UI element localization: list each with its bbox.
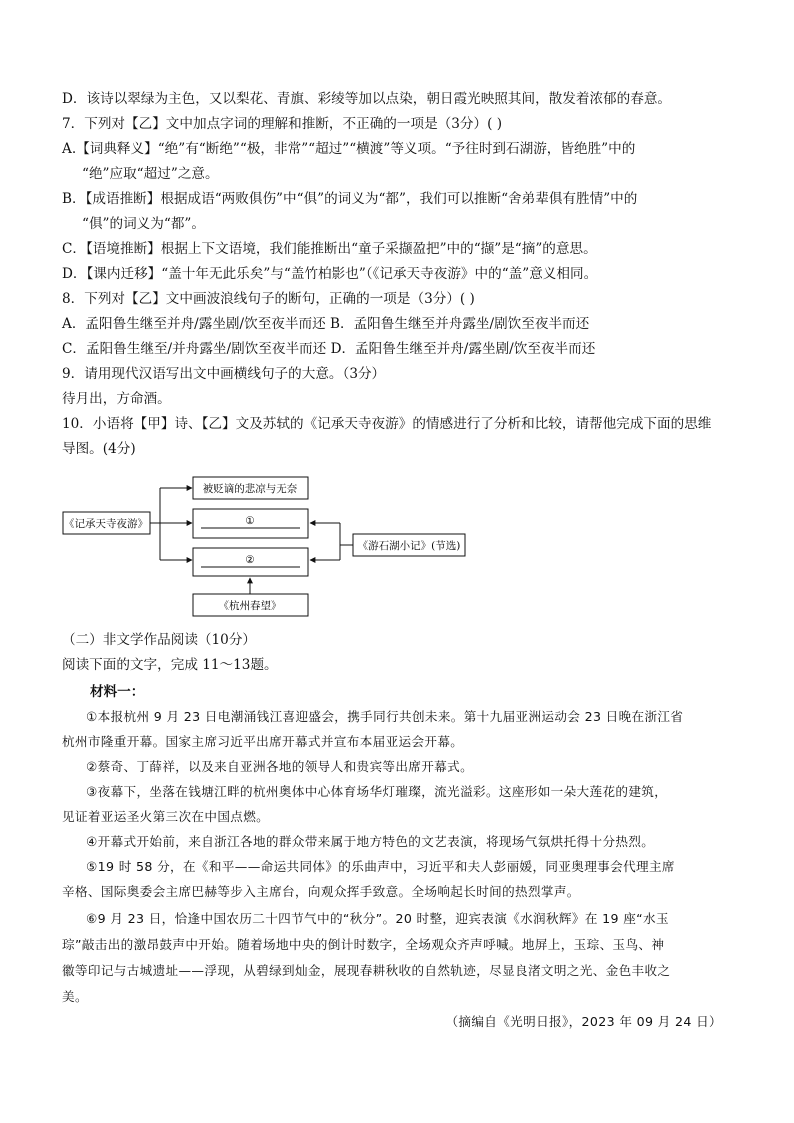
question-10-stem: 10．小语将【甲】诗、【乙】文及苏轼的《记承天寺夜游》的情感进行了分析和比较，请帮他完成下面的思维 bbox=[62, 416, 712, 432]
material-paragraph-1: ①本报杭州 9 月 23 日电潮涌钱江喜迎盛会，携手同行共创未来。第十九届亚洲运动会 23 日晚在浙江省 bbox=[86, 709, 684, 724]
question-6-option-d: D．该诗以翠绿为主色，又以梨花、青旗、彩绫等加以点染，朝日霞光映照其间，散发着浓郁的春意。 bbox=[62, 91, 672, 107]
question-7-option-b: B．【成语推断】根据成语“两败俱伤”中“俱”的词义为“都”，我们可以推断“舍弟辈俱有胜情”中的 bbox=[62, 191, 638, 207]
diagram-blank-2-marker: ② bbox=[245, 554, 255, 566]
material-paragraph-6: ⑥9 月 23 日，恰逢中国农历二十四节气中的“秋分”。20 时整，迎宾表演《水润秋辉》在 19 座“水玉 bbox=[86, 911, 669, 926]
question-8-options-row-1: A．孟阳鲁生继至并舟/露坐剧/饮至夜半而还 B．孟阳鲁生继至并舟露坐/剧饮至夜半而还 bbox=[62, 316, 590, 332]
question-10-stem-cont: 导图。(4分) bbox=[62, 441, 136, 457]
diagram-node-top-label: 被贬谪的悲凉与无奈 bbox=[202, 483, 298, 495]
section-2-heading: （二）非文学作品阅读（10分） bbox=[62, 632, 257, 648]
diagram-node-right-label: 《游石湖小记》(节选) bbox=[357, 540, 461, 552]
question-7-option-c: C．【语境推断】根据上下文语境，我们能推断出“童子采撷盈把”中的“撷”是“摘”的意思。 bbox=[62, 241, 597, 257]
material-paragraph-3-cont: 见证着亚运圣火第三次在中国点燃。 bbox=[62, 809, 270, 824]
question-8-options-row-2: C．孟阳鲁生继至/并舟露坐/剧饮至夜半而还 D．孟阳鲁生继至并舟/露坐剧/饮至夜半而还 bbox=[62, 341, 596, 357]
material-paragraph-4: ④开幕式开始前，来自浙江各地的群众带来属于地方特色的文艺表演，将现场气氛烘托得十分热烈。 bbox=[86, 834, 655, 849]
question-7-option-d: D．【课内迁移】“盖十年无此乐矣”与“盖竹柏影也”（《记承天寺夜游》中的“盖”意义相同。 bbox=[62, 266, 598, 282]
diagram-node-left-label: 《记承天寺夜游》 bbox=[64, 518, 148, 530]
material-paragraph-6-cont-3: 美。 bbox=[62, 989, 88, 1004]
material-paragraph-5: ⑤19 时 58 分，在《和平——命运共同体》的乐曲声中，习近平和夫人彭丽媛，同亚奥理事会代理主席 bbox=[86, 859, 675, 874]
material-paragraph-3: ③夜幕下，坐落在钱塘江畔的杭州奥体中心体育场华灯璀璨，流光溢彩。这座形如一朵大莲花的建筑， bbox=[86, 784, 668, 799]
question-7-option-a: A.【词典释义】“绝”有“断绝”“极，非常”“超过”“横渡”等义项。“予往时到石湖游，皆绝胜”中的 bbox=[62, 141, 636, 157]
diagram-blank-1-marker: ① bbox=[245, 515, 255, 527]
material-paragraph-6-cont-2: 徽等印记与古城遗址——浮现，从碧绿到灿金，展现春耕秋收的自然轨迹，尽显良渚文明之光、金色丰收之 bbox=[62, 963, 671, 978]
question-9-sentence: 待月出，方命酒。 bbox=[62, 391, 171, 407]
material-source: （摘编自《光明日报》，2023 年 09 月 24 日） bbox=[445, 1014, 722, 1029]
question-7-stem: 7．下列对【乙】文中加点字词的理解和推断，不正确的一项是（3分）( ) bbox=[62, 116, 503, 132]
diagram-node-bottom-label: 《杭州春望》 bbox=[218, 600, 282, 612]
question-7-option-a-cont: “绝”应取“超过”之意。 bbox=[82, 166, 219, 182]
material-paragraph-1-cont: 杭州市隆重开幕。国家主席习近平出席开幕式并宣布本届亚运会开幕。 bbox=[62, 734, 464, 749]
material-paragraph-6-cont-1: 琮”敲击出的激昂鼓声中开始。随着场地中央的倒计时数字，全场观众齐声呼喊。地屏上，玉琮、玉鸟、神 bbox=[62, 937, 665, 952]
material-paragraph-2: ②蔡奇、丁薛祥，以及来自亚洲各地的领导人和贵宾等出席开幕式。 bbox=[86, 759, 474, 774]
question-8-stem: 8．下列对【乙】文中画波浪线句子的断句，正确的一项是（3分）( ) bbox=[62, 291, 475, 307]
material-paragraph-5-cont: 辛格、国际奥委会主席巴赫等步入主席台，向观众挥手致意。全场响起长时间的热烈掌声。 bbox=[62, 884, 580, 899]
section-2-instruction: 阅读下面的文字，完成 11～13题。 bbox=[62, 657, 278, 673]
question-9-stem: 9．请用现代汉语写出文中画横线句子的大意。（3分） bbox=[62, 366, 386, 382]
question-7-option-b-cont: “俱”的词义为“都”。 bbox=[82, 216, 205, 232]
material-1-label: 材料一： bbox=[90, 684, 145, 700]
